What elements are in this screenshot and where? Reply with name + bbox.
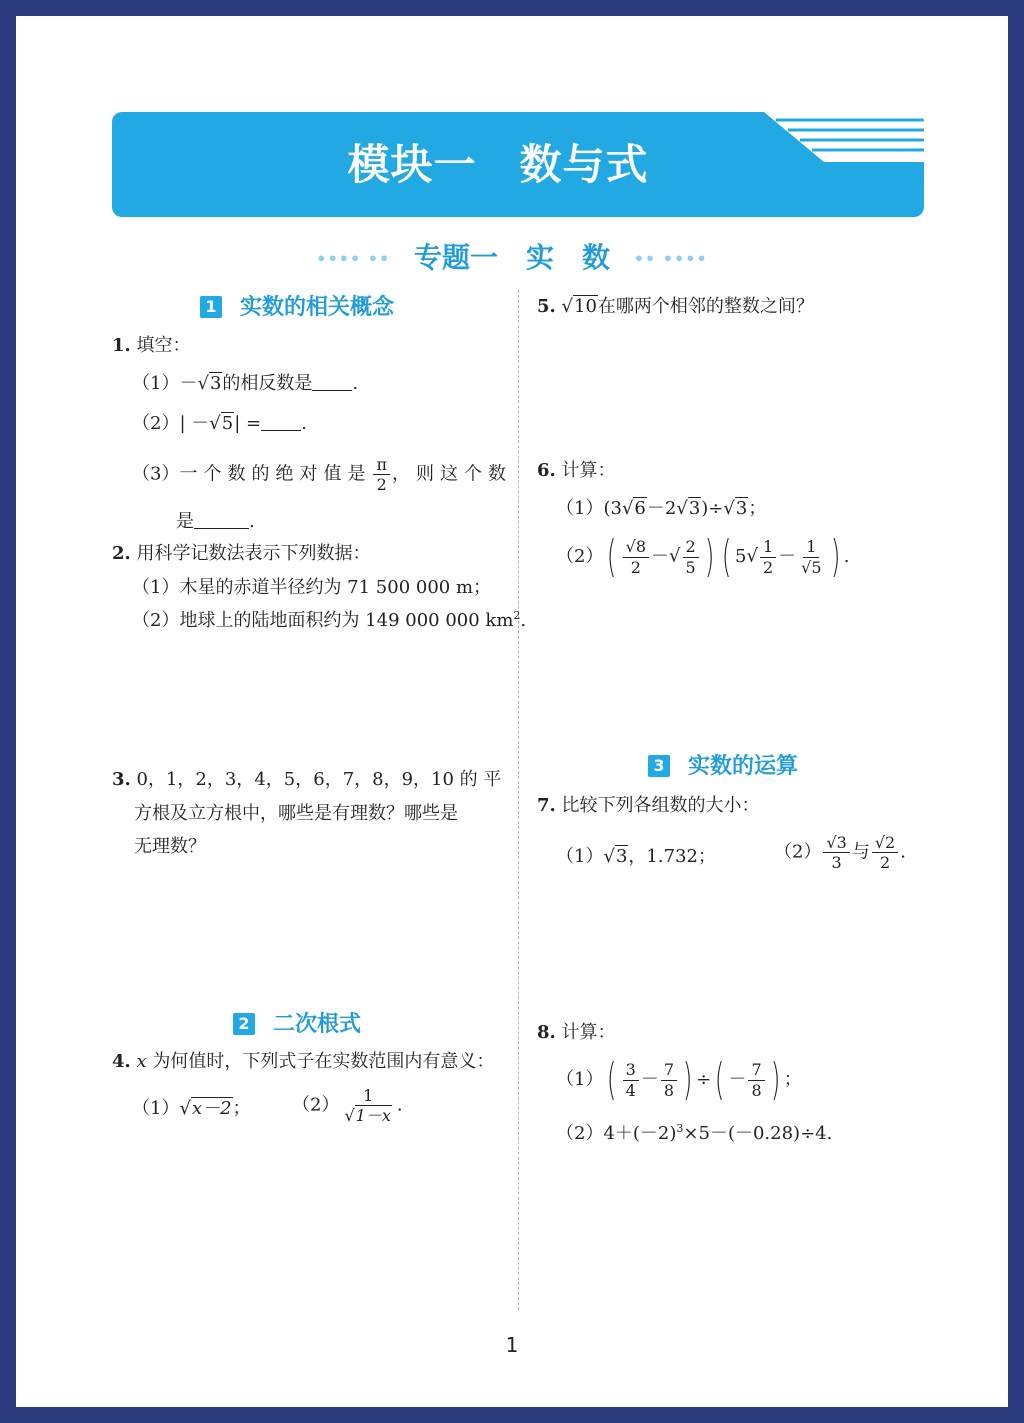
- module-title: 模块一 数与式: [347, 140, 649, 189]
- section-heading-2: [233, 1007, 361, 1038]
- question-3-line-2: 方根及立方根中，哪些是有理数？哪些是: [134, 803, 458, 824]
- section-heading-1: [200, 290, 394, 321]
- section-title: 实数的相关概念: [240, 295, 395, 320]
- section-number: 1: [200, 296, 222, 318]
- decor-dots-left: •••• ••: [316, 249, 391, 269]
- question-7-part-1: （1）√3，1.732；: [556, 846, 716, 867]
- question-1-part-3: （3）一个数的绝对值是 $\frac{\pi}{2}$ ，则这个数: [132, 455, 512, 495]
- question-1-part-1: （1）－√3的相反数是 .: [132, 373, 359, 394]
- page: [16, 16, 1008, 1407]
- section-title: 实数的运算: [688, 754, 799, 779]
- question-1-part-3-line-2: 是 .: [176, 511, 255, 532]
- column-divider: [518, 290, 519, 1310]
- question-2: 2. 用科学记数法表示下列数据：: [112, 543, 371, 564]
- question-6-part-2: （2）( $\frac{√8}{2}$ －√ $\frac{2}{5}$ ) ( 5√ $\frac{1}{2}$ － $\frac{1}{√5}$ ) .: [556, 531, 850, 582]
- section-number: 2: [233, 1013, 255, 1035]
- question-2-part-2: （2）地球上的陆地面积约为 149 000 000 $km^2$.: [132, 609, 527, 631]
- question-4-part-2: （2） $\frac{1}{√1-x}$ .: [292, 1086, 403, 1126]
- topic-heading: [0, 236, 1024, 276]
- fraction: $\frac{1}{√1-x}$: [344, 1086, 391, 1126]
- question-4-part-1: （1）√x－2；: [132, 1098, 251, 1119]
- topic-title: 专题一 实 数: [413, 241, 610, 274]
- question-8-part-1: （1）( $\frac{3}{4}$ － $\frac{7}{8}$ ) ÷( － $\frac{7}{8}$ ) ；: [556, 1054, 802, 1105]
- question-7-part-2: （2） $\frac{√3}{3}$ 与 $\frac{√2}{2}$ .: [774, 833, 906, 873]
- question-8-part-2: $(2)4+(-2)^3\times 5-(-0.28)\div 4$.: [556, 1122, 833, 1144]
- fraction: $\frac{\pi}{2}$: [373, 455, 390, 494]
- question-1: 1. 填空：: [112, 335, 191, 356]
- section-title: 二次根式: [273, 1012, 362, 1037]
- page-number: 1: [505, 1333, 519, 1357]
- sqrt-expr: √x－2: [179, 1098, 232, 1119]
- sqrt-expr: √10: [561, 296, 597, 317]
- question-5: 5. √10在哪两个相邻的整数之间？: [537, 296, 814, 317]
- sqrt-expr: √5: [209, 413, 234, 434]
- answer-blank[interactable]: [194, 510, 249, 529]
- sqrt-expr: √3: [197, 373, 222, 394]
- question-2-part-1: （1）木星的赤道半径约为 71 500 000 m；: [132, 577, 492, 598]
- question-3: 3. 0，1，2，3，4，5，6，7，8，9，10 的 平: [112, 769, 502, 790]
- module-banner: [112, 112, 924, 217]
- decor-dots-right: •• ••••: [633, 249, 708, 269]
- question-6: 6. 计算：: [537, 460, 616, 481]
- question-3-line-3: 无理数？: [134, 836, 206, 857]
- answer-blank[interactable]: [312, 372, 352, 391]
- question-8: 8. 计算：: [537, 1022, 616, 1043]
- section-heading-3: [648, 749, 798, 780]
- section-number: 3: [648, 755, 670, 777]
- question-4: 4. x 为何值时，下列式子在实数范围内有意义：: [112, 1051, 495, 1072]
- answer-blank[interactable]: [261, 412, 301, 431]
- question-1-part-2: （2）| －√5| = .: [132, 413, 307, 434]
- question-7: 7. 比较下列各组数的大小：: [537, 795, 760, 816]
- question-6-part-1: （1）(3√6－2√3)÷√3；: [556, 498, 767, 519]
